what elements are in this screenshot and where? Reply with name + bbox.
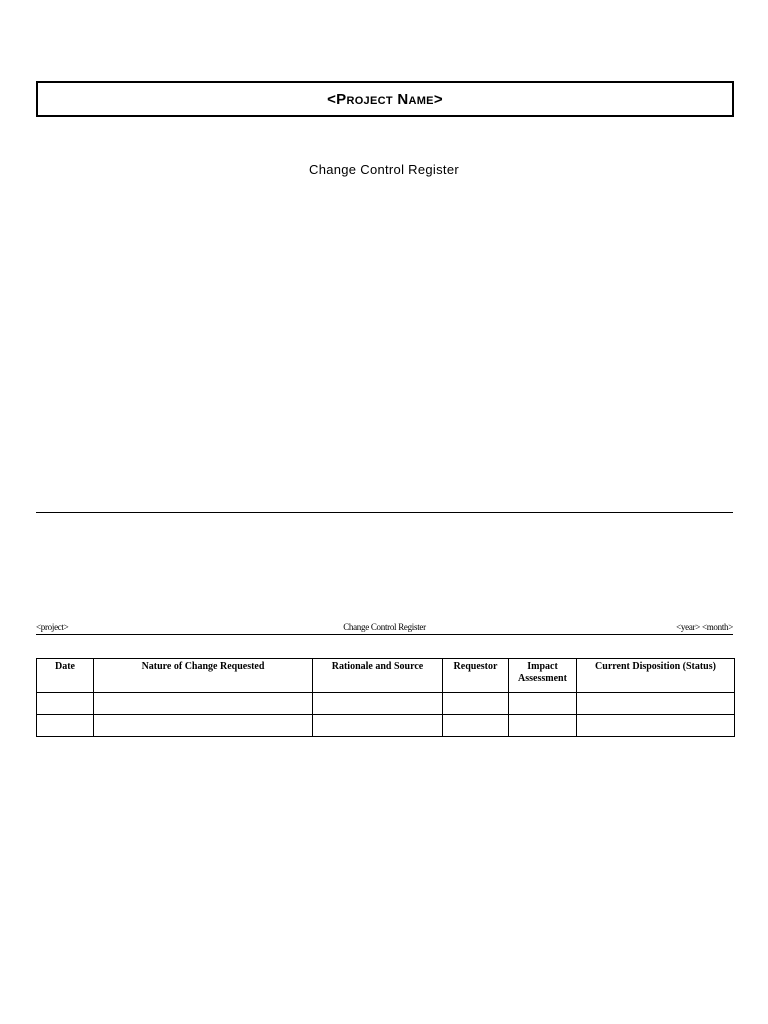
table-cell-date[interactable] [37, 693, 94, 715]
table-cell-date[interactable] [37, 715, 94, 737]
table-cell-nature-of-change[interactable] [94, 693, 313, 715]
page-header-project: <project> [36, 622, 69, 632]
table-header-row [37, 659, 735, 693]
column-header-rationale-and-source: Rationale and Source [313, 659, 443, 693]
table-cell-impact-assessment[interactable] [509, 693, 577, 715]
project-name-title: <Project Name> [327, 90, 443, 108]
column-header-current-disposition: Current Disposition (Status) [577, 659, 735, 693]
table-cell-rationale-and-source[interactable] [313, 715, 443, 737]
table-cell-nature-of-change[interactable] [94, 715, 313, 737]
table-cell-current-disposition[interactable] [577, 715, 735, 737]
table-cell-requestor[interactable] [443, 693, 509, 715]
column-header-requestor: Requestor [443, 659, 509, 693]
table-row [37, 693, 735, 715]
page-header [36, 622, 733, 634]
page-header-title: Change Control Register [343, 622, 426, 632]
column-header-date: Date [37, 659, 94, 693]
page-header-rule [36, 634, 733, 635]
document-subtitle: Change Control Register [309, 162, 459, 177]
table-row [37, 715, 735, 737]
table-cell-impact-assessment[interactable] [509, 715, 577, 737]
change-control-table [36, 658, 735, 737]
page-header-date: <year> <month> [676, 622, 733, 632]
project-name-title-box [36, 81, 734, 117]
section-divider [36, 512, 733, 513]
column-header-nature-of-change: Nature of Change Requested [94, 659, 313, 693]
column-header-impact-assessment: Impact Assessment [509, 659, 577, 693]
table-cell-rationale-and-source[interactable] [313, 693, 443, 715]
table-cell-requestor[interactable] [443, 715, 509, 737]
table-cell-current-disposition[interactable] [577, 693, 735, 715]
